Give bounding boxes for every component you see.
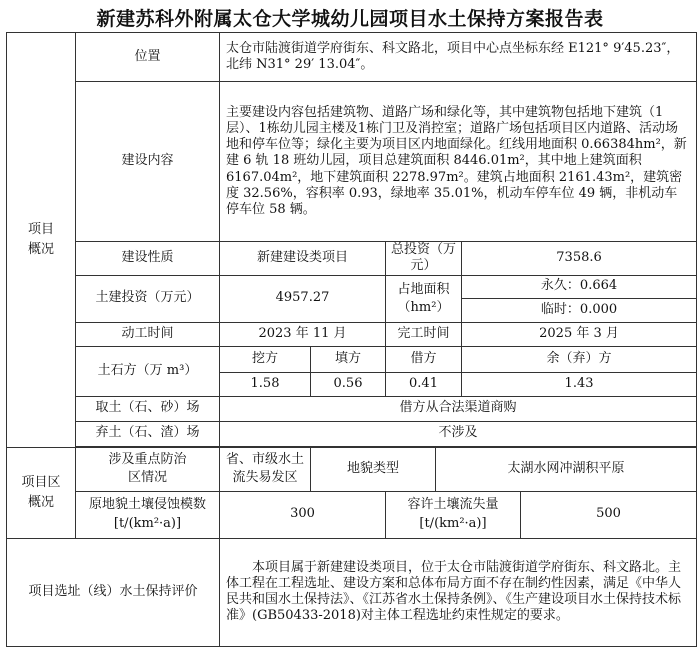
project-overview-group-label: 项目概况 <box>7 33 76 448</box>
location-label: 位置 <box>76 33 220 82</box>
landform-value: 太湖水网冲湖积平原 <box>436 447 697 491</box>
land-area-label <box>386 275 462 322</box>
earthwork-value-fill: 0.56 <box>311 372 386 396</box>
civil-invest-label: 土建投资（万元） <box>76 275 220 322</box>
civil-invest-value: 4957.27 <box>220 275 386 322</box>
earthwork-value-surplus: 1.43 <box>462 372 697 396</box>
evaluation-text: 本项目属于新建建设类项目，位于太仓市陆渡街道学府街东、科文路北。主体工程在工程选址、建设方案和总体布局方面不存在制约性因素，满足《中华人民共和国水土保持法》、《江苏省水土保持条例》、《生产建设项目水土保持技术标准》(GB50433-2018)对主体工程选址约束性规定的要求。 <box>220 538 697 646</box>
earthwork-header-surplus: 余（弃）方 <box>462 346 697 372</box>
report-table <box>6 32 697 647</box>
key-zone-value: 省、市级水土流失易发区 <box>220 447 311 491</box>
content-label: 建设内容 <box>76 82 220 242</box>
earthwork-label: 土石方（万 m³） <box>76 346 220 396</box>
spoil-site-label: 弃土（石、渣）场 <box>76 421 220 446</box>
spoil-site-value: 不涉及 <box>220 421 697 446</box>
erosion-modulus-value: 300 <box>220 491 386 538</box>
earthwork-header-borrow: 借方 <box>386 346 462 372</box>
end-value: 2025 年 3 月 <box>462 322 697 346</box>
allowable-loss-label: 容许土壤流失量[t/(km²·a)] <box>386 491 521 538</box>
landform-label: 地貌类型 <box>311 447 436 491</box>
area-overview-group-label: 项目区概况 <box>7 447 76 538</box>
land-area-label-line2: （hm²） <box>397 299 450 315</box>
total-invest-value: 7358.6 <box>462 242 697 276</box>
earthwork-value-cut: 1.58 <box>220 372 311 396</box>
borrow-site-label: 取土（石、砂）场 <box>76 396 220 421</box>
start-value: 2023 年 11 月 <box>220 322 386 346</box>
area-permanent: 永久：0.664 <box>462 275 697 298</box>
erosion-modulus-label: 原地貌土壤侵蚀模数[t/(km²·a)] <box>76 491 220 538</box>
borrow-site-value: 借方从合法渠道商购 <box>220 396 697 421</box>
location-value: 太仓市陆渡街道学府街东、科文路北，项目中心点坐标东经 E121° 9′45.23″，北纬 N31° 29′ 13.04″。 <box>220 33 697 82</box>
land-area-label-line1: 占地面积 <box>397 281 450 297</box>
nature-value: 新建建设类项目 <box>220 242 386 276</box>
allowable-loss-value: 500 <box>521 491 697 538</box>
earthwork-value-borrow: 0.41 <box>386 372 462 396</box>
earthwork-header-fill: 填方 <box>311 346 386 372</box>
nature-label: 建设性质 <box>76 242 220 276</box>
page-title: 新建苏科外附属太仓大学城幼儿园项目水土保持方案报告表 <box>96 8 604 30</box>
total-invest-label: 总投资（万元） <box>386 242 462 276</box>
key-zone-label: 涉及重点防治区情况 <box>76 447 220 491</box>
evaluation-label: 项目选址（线）水土保持评价 <box>7 538 220 646</box>
start-label: 动工时间 <box>76 322 220 346</box>
end-label: 完工时间 <box>386 322 462 346</box>
earthwork-header-cut: 挖方 <box>220 346 311 372</box>
content-value: 主要建设内容包括建筑物、道路广场和绿化等，其中建筑物包括地下建筑（1层）、1栋幼儿园主楼及1栋门卫及消控室；道路广场包括项目区内道路、活动场地和停车位等；绿化主要为项目区内地面绿化。红线用地面积 0.66384hm²，新建 6 轨 18 班幼儿园，项目总建筑面积 8446.01m²，其中地上建筑面积 6167.04m²，地下建筑面积 2278.97m²。建筑占地面积 2161.43m²，建筑密度 32.56%，容积率 0.93，绿地率 35.01%，机动车停车位 49 辆，非机动车停车位 58 辆。 <box>220 82 697 242</box>
area-temporary: 临时：0.000 <box>462 298 697 322</box>
